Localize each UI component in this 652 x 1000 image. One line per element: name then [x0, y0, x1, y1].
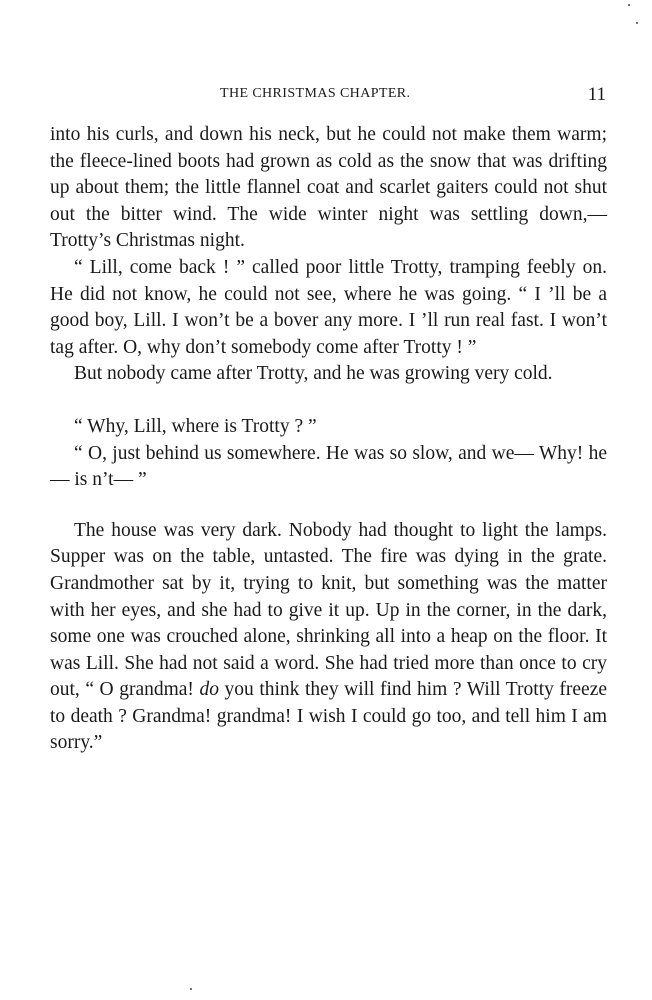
- print-speck: [190, 988, 192, 990]
- running-title: THE CHRISTMAS CHAPTER.: [220, 86, 411, 101]
- print-speck: [636, 22, 638, 24]
- paragraph: “ Lill, come back ! ” called poor little Trotty, tramping feebly on. He did not know, he could not see, where he was going. “ I ’ll be a good boy, Lill. I won’t be a bover any more. I ’ll run real fast. I won’t tag after. O, why don’t somebody come after Trotty ! ”: [50, 256, 607, 358]
- paragraph-text: The house was very dark. Nobody had thought to light the lamps. Supper was on the table, untasted. The fire was dying in the grate. Grandmother sat by it, trying to knit, but something was the matter with her eyes, and she had to give it up. Up in the corner, in the dark, some one was crouched alone, shrinking all into a heap on the floor. It was Lill. She had not said a word. She had tried more than once to cry out, “ O grandma!: [50, 519, 607, 701]
- page-header: [0, 84, 652, 106]
- section-break: [50, 494, 607, 518]
- paragraph: “ O, just behind us somewhere. He was so slow, and we— Why! he— is n’t— ”: [50, 442, 607, 491]
- paragraph: “ Why, Lill, where is Trotty ? ”: [74, 415, 317, 437]
- paragraph: [50, 518, 607, 757]
- italic-text: do: [199, 679, 219, 701]
- paragraph-text: you think they will find him ? Will Trotty freeze to death ? Grandma! grandma! I wish I could go too, and tell him I am sorry.”: [50, 679, 608, 754]
- paragraph: But nobody came after Trotty, and he was growing very cold.: [74, 363, 553, 385]
- page-number: 11: [587, 84, 606, 105]
- print-speck: [628, 4, 630, 6]
- body-text: [50, 122, 607, 757]
- section-break: [50, 388, 607, 414]
- paragraph: into his curls, and down his neck, but he could not make them warm; the fleece-lined boots had grown as cold as the snow that was drifting up about them; the little flannel coat and scarlet gaiters could not shut out the bitter wind. The wide winter night was settling down,— Trotty’s Christmas night.: [50, 124, 607, 252]
